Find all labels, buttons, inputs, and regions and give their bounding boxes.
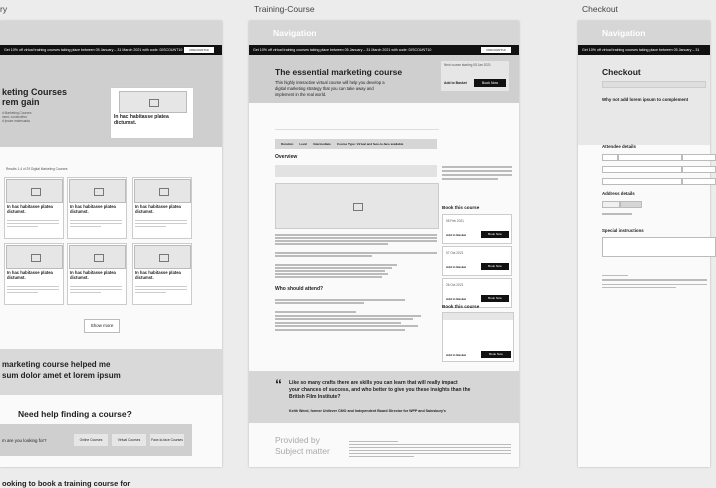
promo-text: Get 10% off virtual training courses taking place between 05 January – 31 <box>582 48 700 52</box>
testimonial-heading: marketing course helped me sum dolor amet et lorem ipsum <box>2 360 121 380</box>
course-card-image <box>134 179 191 203</box>
session-add-to-basket[interactable]: Add to Basket <box>446 265 467 269</box>
course-hero <box>249 55 519 103</box>
quote-section <box>249 371 519 423</box>
session-add-to-basket[interactable]: Add to Basket <box>446 233 467 237</box>
member-login-bar[interactable] <box>602 81 706 88</box>
contact-number-field[interactable] <box>602 178 682 185</box>
promo-bar <box>0 45 222 55</box>
provided-by-heading: Provided by Subject matter <box>275 435 330 456</box>
nav-bar <box>0 21 222 45</box>
help-option-button[interactable]: Virtual Courses <box>112 434 146 446</box>
email-field[interactable] <box>682 178 716 185</box>
help-option-button[interactable]: Online Courses <box>74 434 108 446</box>
course-card-image <box>6 179 63 203</box>
checkout-title: Checkout <box>602 67 641 77</box>
hero-subtitle: d Marketing Courses nsed, consectetur d Ipsum malesuada <box>2 111 32 123</box>
course-card[interactable] <box>67 243 127 305</box>
special-instructions-heading: Special instructions <box>602 228 644 233</box>
provider-bio <box>349 439 511 459</box>
session-book-now[interactable]: Book Now <box>481 263 509 270</box>
course-card[interactable] <box>4 177 64 239</box>
find-address-button[interactable] <box>620 201 642 208</box>
next-course-text: Next course starting 05 Jan 2021 <box>444 63 491 67</box>
book-now-button-2[interactable]: Book Now <box>481 351 511 358</box>
add-to-basket-link[interactable]: Add to Basket <box>444 81 467 85</box>
session-row <box>442 246 512 276</box>
training-course-frame <box>249 21 519 467</box>
course-info-tab[interactable]: Intermediate <box>313 142 331 146</box>
nav-brand[interactable]: Navigation <box>602 28 646 38</box>
next-course-box <box>441 61 509 91</box>
course-info-tab[interactable]: Course Type: Virtual and face-to-face available <box>336 142 404 146</box>
postcode-field[interactable] <box>602 201 620 208</box>
pricing-summary <box>442 164 512 202</box>
results-count: Results 1-4 of 29 Digital Marketing Courses <box>6 167 68 171</box>
surname-field[interactable] <box>682 154 716 161</box>
first-name-field[interactable] <box>618 154 682 161</box>
course-card-title: In hac habitasse platea dictumst. <box>135 204 181 214</box>
quote-mark-icon: “ <box>275 376 282 392</box>
terms-text <box>602 273 707 290</box>
course-card[interactable] <box>4 243 64 305</box>
show-more-button[interactable]: Show more <box>84 319 120 333</box>
quote-text: Like so many crafts there are skills you can learn that will really impact your chances of success, and who better to give you these insights than the British Film Institute? <box>289 380 471 400</box>
course-card-title: In hac habitasse platea dictumst. <box>135 270 181 280</box>
add-to-basket-link-2[interactable]: Add to Basket <box>446 353 467 357</box>
nav-bar <box>249 21 519 45</box>
special-instructions-textarea[interactable] <box>602 237 716 257</box>
checkout-frame <box>578 21 710 467</box>
course-card[interactable] <box>132 243 192 305</box>
session-book-now[interactable]: Book Now <box>481 295 509 302</box>
attendee-heading: Attendee details <box>602 144 636 149</box>
frame-label-right: Checkout <box>582 4 618 14</box>
frame-label-left: ry <box>0 4 8 14</box>
job-title-field[interactable] <box>682 166 716 173</box>
booking-options-card <box>442 312 514 362</box>
promo-text: Get 10% off virtual training courses taking place between 05 January – 31 March 2021 with code: DISCOUNT10 <box>4 48 183 52</box>
help-finder-panel <box>0 424 192 456</box>
who-attend-heading: Who should attend? <box>275 286 324 292</box>
company-field[interactable] <box>602 166 682 173</box>
upsell-heading: Why not add lorem ipsum to complement <box>602 97 689 102</box>
book-course-heading-2: Book this course <box>442 304 480 309</box>
session-date: 26 Oct 2021 <box>446 283 464 287</box>
session-list <box>442 214 512 310</box>
course-description <box>275 233 437 279</box>
promo-code-button[interactable]: DISCOUNT10 <box>184 47 214 53</box>
course-subtitle: This highly interactive virtual course will help you develop a digital marketing strategy that you can take away and implement in the real world. <box>275 80 385 97</box>
course-card-image <box>69 179 126 203</box>
course-card-title: In hac habitasse platea dictumst. <box>7 270 53 280</box>
course-card[interactable] <box>132 177 192 239</box>
course-card-title: In hac habitasse platea dictumst. <box>70 270 116 280</box>
booking-heading: ooking to book a training course for <box>2 479 131 488</box>
session-row <box>442 214 512 244</box>
featured-image <box>119 91 187 113</box>
title-field[interactable] <box>602 154 618 161</box>
course-card[interactable] <box>67 177 127 239</box>
nav-bar <box>578 21 710 45</box>
help-option-button[interactable]: Face-to-face Courses <box>150 434 184 446</box>
promo-code-button[interactable]: DISCOUNT10 <box>481 47 511 53</box>
help-question: m are you looking for? <box>2 438 47 443</box>
hero-title: keting Courses rem gain <box>2 87 68 107</box>
nav-brand[interactable]: Navigation <box>273 28 317 38</box>
session-add-to-basket[interactable]: Add to Basket <box>446 297 467 301</box>
help-heading: Need help finding a course? <box>18 409 132 419</box>
course-title: The essential marketing course <box>275 67 403 77</box>
session-date: 07 Oct 2021 <box>446 251 464 255</box>
featured-course-card[interactable] <box>110 87 194 139</box>
promo-text: Get 10% off virtual training courses taking place between 05 January – 31 March 2021 with code: DISCOUNT10 <box>253 48 432 52</box>
hero-section <box>0 55 222 147</box>
overview-heading: Overview <box>275 154 298 160</box>
book-course-heading: Book this course <box>442 205 480 210</box>
address-heading: Address details <box>602 191 635 196</box>
course-card-image <box>6 245 63 269</box>
course-card-image <box>69 245 126 269</box>
login-prompt[interactable] <box>275 165 437 177</box>
frame-label-middle: Training-Course <box>254 4 315 14</box>
book-now-button[interactable]: Book Now <box>474 79 506 87</box>
course-video[interactable] <box>275 183 439 229</box>
course-info-tab[interactable]: Level <box>299 142 308 146</box>
session-date: 05 Feb 2021 <box>446 219 464 223</box>
course-listing-frame <box>0 21 222 488</box>
checkout-header <box>578 55 710 145</box>
session-book-now[interactable]: Book Now <box>481 231 509 238</box>
course-info-tabs <box>275 139 437 149</box>
promo-bar <box>249 45 519 55</box>
attendee-list <box>275 297 437 332</box>
course-card-image <box>134 245 191 269</box>
course-card-title: In hac habitasse platea dictumst. <box>7 204 53 214</box>
promo-bar <box>578 45 710 55</box>
course-info-tab[interactable]: Duration <box>281 142 294 146</box>
course-card-title: In hac habitasse platea dictumst. <box>70 204 116 214</box>
quote-author: Keith Weed, former Unilever CMO and Independent Board Director for WPP and Sainsbury's <box>289 409 446 413</box>
featured-title: In hac habitasse platea dictumst. <box>114 114 169 126</box>
testimonial-banner <box>0 349 222 395</box>
